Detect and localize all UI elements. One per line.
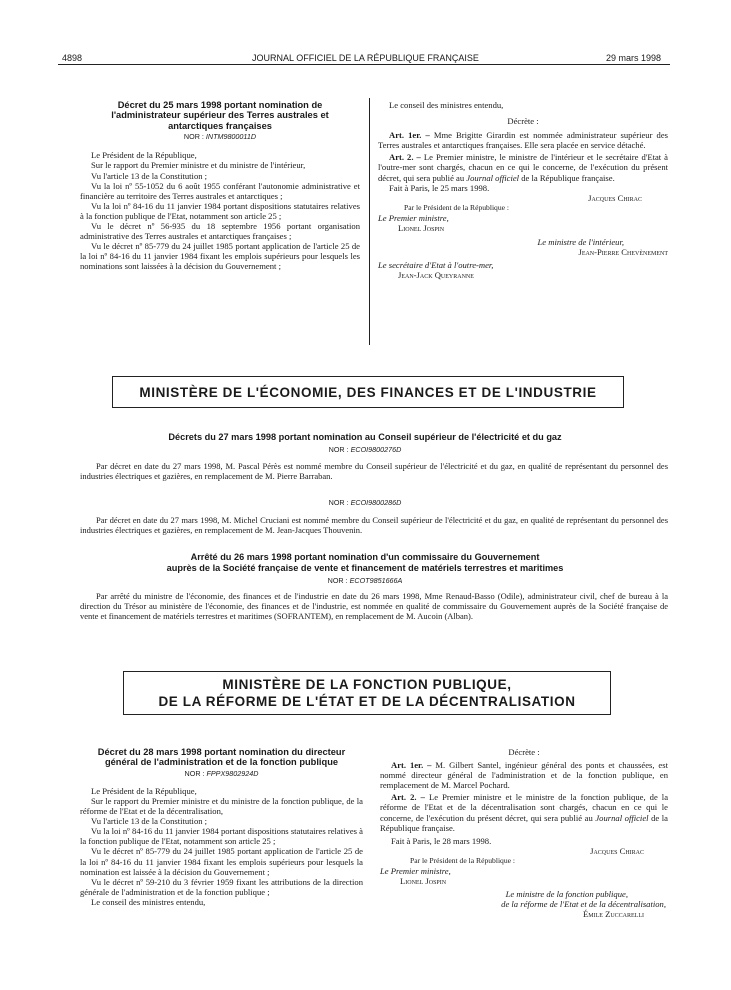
- ministry2-line2: DE LA RÉFORME DE L'ÉTAT ET DE LA DÉCENTRALISATION: [158, 694, 576, 709]
- ministry1-banner: [112, 376, 624, 408]
- decree1-title: Décret du 25 mars 1998 portant nomination de l'administrateur supérieur des Terres australes et antarctiques françaises: [111, 100, 329, 131]
- fp-title-line2: de la réforme de l'Etat et de la décentralisation,: [501, 899, 666, 910]
- interieur-name: Jean-Pierre Chevènement: [578, 247, 668, 258]
- decree2-nor2: NOR : ECOI9800286D: [328, 498, 402, 507]
- decree1-decrete: Décrète :: [507, 116, 539, 127]
- decree3-art1-text: M. Gilbert Santel, ingénieur général des ponts et chaussées, est nommé directeur général de l'administration et de la fonction publique, en remplacement de M. Marcel Pochard.: [380, 760, 668, 791]
- pm-title: Le Premier ministre,: [378, 212, 449, 223]
- decree3-art2-tail: de la République française.: [380, 812, 668, 833]
- decree3-decrete: Décrète :: [508, 747, 540, 757]
- journal-officiel: Journal officiel: [466, 172, 520, 183]
- nor-code: ECOI9800276D: [350, 445, 402, 454]
- signature-president: Jacques Chirac: [588, 192, 642, 203]
- column-divider: [369, 98, 370, 345]
- decree1-para: Vu la loi nº 55-1052 du 6 août 1955 conférant l'autonomie administrative et financière au territoire des Terres australes et antarctiques ;: [80, 180, 360, 201]
- decree1-art1-text: Mme Brigitte Girardin est nommée administrateur supérieur des Terres australes et antarctiques françaises. Elle sera placée en service détaché.: [378, 130, 668, 151]
- arrete-title-line1: Arrêté du 26 mars 1998 portant nomination d'un commissaire du Gouvernement: [190, 552, 540, 562]
- decree3-fait: Fait à Paris, le 28 mars 1998.: [391, 835, 492, 846]
- pm-name: Lionel Jospin: [400, 876, 447, 887]
- decree3-para: Sur le rapport du Premier ministre et du ministre de la fonction publique, de la réforme de l'Etat et de la décentralisation,: [80, 796, 363, 817]
- decree3-title: Décret du 28 mars 1998 portant nomination du directeur général de l'administration et de la fonction publique: [97, 747, 346, 768]
- arrete-text: Par arrêté du ministre de l'économie, des finances et de l'industrie en date du 26 mars 1998, Mme Renaud-Basso (Odile), administrateur civil, chef de bureau à la direction du Trésor au ministère de l'économie, des finances et de l'industrie, est nommée en qualité de commissaire du Gouvernement auprès de la Société française de vente et financement de matériels terrestres et maritimes (SOFRANTEM), en remplacement de M. Aucoin (Alban).: [80, 591, 668, 621]
- outremer-title: Le secrétaire d'Etat à l'outre-mer,: [378, 260, 494, 271]
- decree3-para: Le conseil des ministres entendu,: [91, 896, 206, 907]
- decree3-para: Le Président de la République,: [91, 785, 197, 796]
- decree1-nor: [80, 132, 360, 142]
- decree1-para: Vu l'article 13 de la Constitution ;: [91, 170, 208, 181]
- par-le-president: Par le Président de la République :: [410, 855, 516, 865]
- decree3-para: Vu le décret nº 85-779 du 24 juillet 1985 portant application de l'article 25 de la loi nº 84-16 du 11 janvier 1984 fixant les emplois supérieurs pour lesquels la nomination est laissée à la décision du Gouvernement ;: [80, 846, 363, 877]
- fp-name: Émile Zuccarelli: [583, 909, 644, 920]
- signature-president: Jacques Chirac: [590, 845, 644, 856]
- decree1-art2-tail: de la République française.: [521, 172, 615, 183]
- nor-code: ECOT9851666A: [349, 576, 403, 585]
- decree1-conseil: Le conseil des ministres entendu,: [389, 100, 504, 110]
- decree1-art2-label: Art. 2. –: [389, 152, 421, 163]
- decree2-title: Décrets du 27 mars 1998 portant nomination au Conseil supérieur de l'électricité et du gaz: [168, 432, 562, 442]
- decree1-para: Vu le décret nº 56-935 du 18 septembre 1956 portant organisation administrative des Terres australes et antarctiques françaises ;: [80, 220, 360, 242]
- decree2-text1: Par décret en date du 27 mars 1998, M. Pascal Pérès est nommé membre du Conseil supérieur de l'électricité et du gaz, en qualité de représentant du personnel des industries électriques et gazières, en remplacement de M. Pierre Barraban.: [80, 461, 668, 481]
- ministry2-line1: MINISTÈRE DE LA FONCTION PUBLIQUE,: [222, 677, 512, 692]
- arrete-nor: NOR : ECOT9851666A: [327, 576, 403, 585]
- interieur-title: Le ministre de l'intérieur,: [537, 237, 624, 248]
- issue-date: 29 mars 1998: [605, 53, 661, 63]
- decree3-para: Vu la loi nº 84-16 du 11 janvier 1984 portant dispositions statutaires relatives à la fonction publique de l'Etat, notamment son article 25 ;: [80, 826, 363, 847]
- decree3-nor: NOR : FPPX9802924D: [184, 768, 259, 778]
- par-le-president: Par le Président de la République :: [404, 202, 510, 212]
- decree3-right-column: [380, 747, 668, 920]
- decree3-art2-text: Le Premier ministre et le ministre de la fonction publique, de la réforme de l'Etat et de la décentralisation sont chargés, chacun en ce qui le concerne, de l'exécution du présent décret, qui sera publié au: [380, 792, 669, 823]
- decree1-para: Vu le décret nº 85-779 du 24 juillet 1985 portant application de l'article 25 de la loi nº 84-16 du 11 janvier 1984 fixant les emplois supérieurs pour lesquels les nominations sont laissées à la décision du Gouvernement ;: [80, 241, 360, 272]
- outremer-name: Jean-Jack Queyranne: [398, 270, 474, 281]
- decree1-para: Le Président de la République,: [91, 150, 197, 161]
- decree2-text2: Par décret en date du 27 mars 1998, M. Michel Cruciani est nommé membre du Conseil supérieur de l'électricité et du gaz, en qualité de représentant du personnel des industries électriques et gazières, en remplacement de M. Jean-Jacques Thouvenin.: [80, 515, 668, 535]
- decree1-fait: Fait à Paris, le 25 mars 1998.: [389, 182, 490, 193]
- arrete-title-line2: auprès de la Société française de vente et financement de matériels terrestres et maritimes: [166, 563, 564, 573]
- ministry2-banner: [123, 671, 611, 715]
- page-number: 4898: [62, 53, 83, 63]
- nor-label: NOR :: [183, 132, 204, 142]
- decree3-para: Vu le décret nº 59-210 du 3 février 1959 fixant les attributions de la direction générale de l'administration et de la fonction publique ;: [80, 876, 363, 897]
- decree3-art2-label: Art. 2. –: [391, 792, 425, 803]
- pm-title: Le Premier ministre,: [380, 866, 451, 877]
- fp-title-line1: Le ministre de la fonction publique,: [505, 889, 628, 900]
- decree2-nor1: NOR : ECOI9800276D: [328, 445, 402, 454]
- decree1-right-column: [378, 100, 668, 281]
- journal-title: JOURNAL OFFICIEL DE LA RÉPUBLIQUE FRANÇAISE: [252, 53, 479, 63]
- ministry1-title: MINISTÈRE DE L'ÉCONOMIE, DES FINANCES ET DE L'INDUSTRIE: [139, 384, 597, 400]
- decree1-art1-label: Art. 1er. –: [389, 130, 430, 141]
- nor-code: FPPX9802924D: [206, 768, 259, 778]
- decree1-para: Vu la loi nº 84-16 du 11 janvier 1984 portant dispositions statutaires relatives à la fonction publique de l'Etat, notamment son article 25 ;: [80, 200, 360, 221]
- pm-name: Lionel Jospin: [398, 223, 445, 234]
- arrete-title: [60, 552, 670, 574]
- nor-code: INTM9800011D: [205, 132, 257, 142]
- decree1-art2-text: Le Premier ministre, le ministre de l'intérieur et le secrétaire d'Etat à l'outre-mer sont chargés, chacun en ce qui le concerne, de l'exécution du présent décret, qui sera publié au: [378, 152, 669, 183]
- decree1-left-column: [80, 100, 360, 271]
- header-rule: [58, 64, 670, 65]
- nor-code: ECOI9800286D: [350, 498, 402, 507]
- journal-officiel: Journal officiel: [595, 812, 649, 823]
- decree3-art1-label: Art. 1er. –: [391, 760, 432, 771]
- decree3-para: Vu l'article 13 de la Constitution ;: [91, 816, 208, 827]
- decree3-left-column: [80, 747, 363, 907]
- decree1-para: Sur le rapport du Premier ministre et du ministre de l'intérieur,: [91, 160, 306, 171]
